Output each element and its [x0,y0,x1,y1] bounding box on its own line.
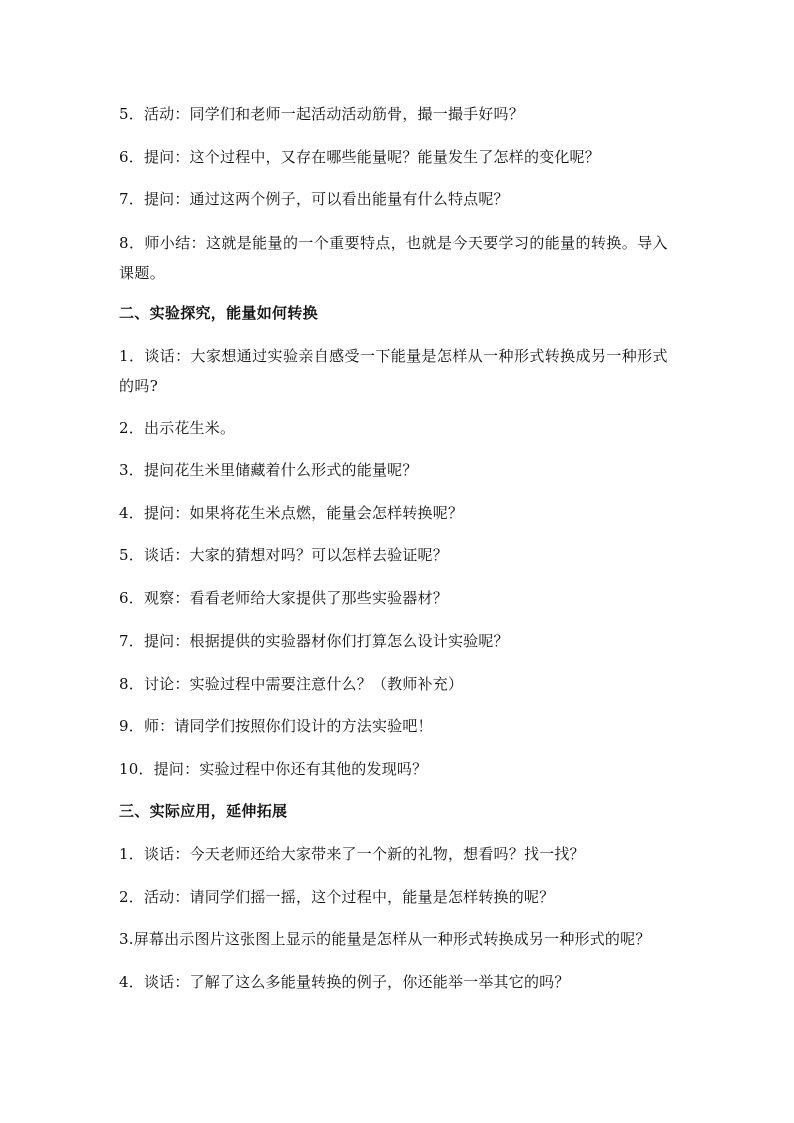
paragraph-talk: 1．谈话：大家想通过实验亲自感受一下能量是怎样从一种形式转换成另一种形式的吗? [119,347,668,395]
paragraph-question: 7．提问：根据提供的实验器材你们打算怎么设计实验呢？ [119,632,509,650]
paragraph-talk: 4．谈话：了解了这么多能量转换的例子，你还能举一举其它的吗？ [119,973,570,991]
paragraph-observe: 6．观察：看看老师给大家提供了那些实验器材？ [119,589,448,607]
paragraph-question: 6．提问：这个过程中，又存在哪些能量呢？能量发生了怎样的变化呢？ [119,148,600,166]
paragraph-activity: 2．活动：请同学们摇一摇，这个过程中，能量是怎样转换的呢？ [119,888,555,906]
paragraph-activity: 5．活动：同学们和老师一起活动活动筋骨，撮一撮手好吗？ [119,105,524,123]
paragraph-question: 3．提问花生米里储藏着什么形式的能量呢？ [119,461,418,479]
section-heading: 二、实验探究，能量如何转换 [119,304,318,322]
paragraph-question: 7．提问：通过这两个例子，可以看出能量有什么特点呢？ [119,190,509,208]
paragraph-question: 10．提问：实验过程中你还有其他的发现吗？ [119,760,428,778]
paragraph-screen: 3.屏幕出示图片这张图上显示的能量是怎样从一种形式转换成另一种形式的呢？ [119,930,651,948]
paragraph-teacher: 9．师：请同学们按照你们设计的方法实验吧！ [119,717,433,735]
paragraph-talk: 1．谈话：今天老师还给大家带来了一个新的礼物，想看吗？找一找？ [119,845,585,863]
paragraph-talk: 5．谈话：大家的猜想对吗？可以怎样去验证呢？ [119,546,448,564]
paragraph-show: 2．出示花生米。 [119,419,236,437]
paragraph-summary: 8．师小结：这就是能量的一个重要特点，也就是今天要学习的能量的转换。导入课题。 [119,234,668,282]
section-heading: 三、实际应用，延伸拓展 [119,802,288,820]
paragraph-discussion: 8．讨论：实验过程中需要注意什么？（教师补充） [119,675,464,693]
paragraph-question: 4．提问：如果将花生米点燃，能量会怎样转换呢？ [119,504,464,522]
